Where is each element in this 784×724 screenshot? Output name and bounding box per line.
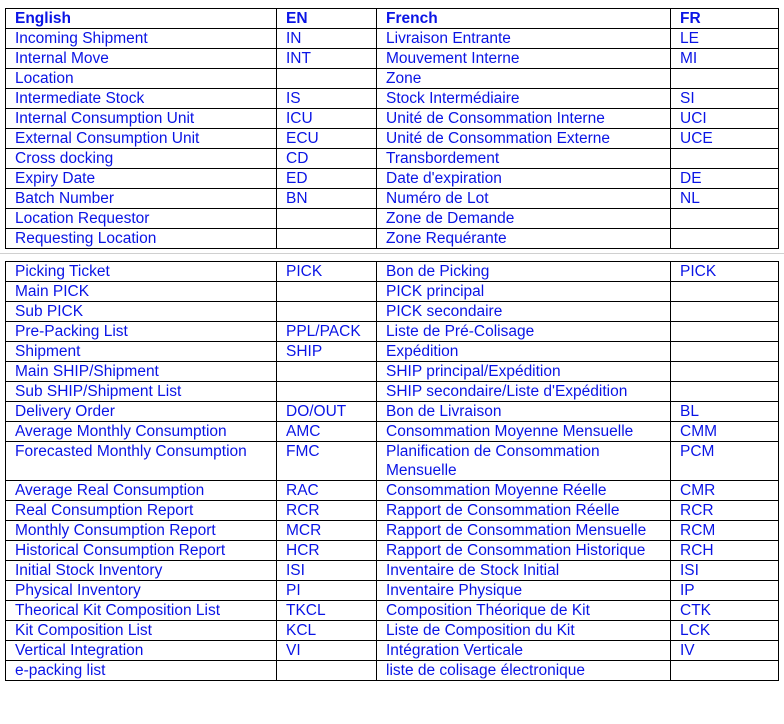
- cell-english: Cross docking: [6, 149, 277, 169]
- cell-fr: [671, 209, 779, 229]
- cell-french: Zone de Demande: [377, 209, 671, 229]
- cell-en: INT: [277, 49, 377, 69]
- cell-fr: CTK: [671, 601, 779, 621]
- cell-fr: PCM: [671, 442, 779, 481]
- cell-english: e-packing list: [6, 661, 277, 681]
- cell-fr: LE: [671, 29, 779, 49]
- cell-en: [277, 282, 377, 302]
- table-row: [6, 442, 779, 481]
- table-row: [6, 149, 779, 169]
- table-separator: [0, 253, 784, 254]
- table-row: [6, 601, 779, 621]
- cell-en: IS: [277, 89, 377, 109]
- cell-english: Main SHIP/Shipment: [6, 362, 277, 382]
- cell-french: Liste de Pré-Colisage: [377, 322, 671, 342]
- table-row: [6, 402, 779, 422]
- cell-en: BN: [277, 189, 377, 209]
- cell-fr: ISI: [671, 561, 779, 581]
- cell-english: Batch Number: [6, 189, 277, 209]
- cell-english: Intermediate Stock: [6, 89, 277, 109]
- cell-fr: [671, 69, 779, 89]
- cell-en: PPL/PACK: [277, 322, 377, 342]
- cell-en: SHIP: [277, 342, 377, 362]
- cell-french: Zone: [377, 69, 671, 89]
- cell-english: Incoming Shipment: [6, 29, 277, 49]
- cell-french: PICK secondaire: [377, 302, 671, 322]
- cell-fr: [671, 229, 779, 249]
- header-fr: FR: [671, 9, 779, 29]
- table-row: [6, 661, 779, 681]
- table-row: [6, 581, 779, 601]
- table-row: [6, 481, 779, 501]
- cell-fr: [671, 342, 779, 362]
- table-row: [6, 641, 779, 661]
- cell-english: Sub PICK: [6, 302, 277, 322]
- cell-en: AMC: [277, 422, 377, 442]
- cell-english: Expiry Date: [6, 169, 277, 189]
- header-row: [6, 9, 779, 29]
- cell-french: Unité de Consommation Interne: [377, 109, 671, 129]
- cell-en: [277, 69, 377, 89]
- cell-english: Pre-Packing List: [6, 322, 277, 342]
- cell-en: ED: [277, 169, 377, 189]
- cell-french: Rapport de Consommation Historique: [377, 541, 671, 561]
- table-row: [6, 229, 779, 249]
- cell-french: Liste de Composition du Kit: [377, 621, 671, 641]
- cell-en: RCR: [277, 501, 377, 521]
- cell-fr: CMM: [671, 422, 779, 442]
- cell-en: ICU: [277, 109, 377, 129]
- table-row: [6, 189, 779, 209]
- cell-en: [277, 229, 377, 249]
- cell-fr: [671, 282, 779, 302]
- cell-french: Planification de Consommation Mensuelle: [377, 442, 671, 481]
- table-row: [6, 541, 779, 561]
- glossary-table-general: [5, 8, 779, 249]
- cell-french: Numéro de Lot: [377, 189, 671, 209]
- cell-french: Stock Intermédiaire: [377, 89, 671, 109]
- cell-en: PI: [277, 581, 377, 601]
- cell-fr: UCE: [671, 129, 779, 149]
- table-row: [6, 422, 779, 442]
- cell-french: Bon de Picking: [377, 262, 671, 282]
- cell-french: Composition Théorique de Kit: [377, 601, 671, 621]
- cell-english: Internal Move: [6, 49, 277, 69]
- cell-fr: BL: [671, 402, 779, 422]
- cell-english: Average Monthly Consumption: [6, 422, 277, 442]
- cell-french: Livraison Entrante: [377, 29, 671, 49]
- table-row: [6, 49, 779, 69]
- cell-en: HCR: [277, 541, 377, 561]
- cell-french: Zone Requérante: [377, 229, 671, 249]
- table-row: [6, 382, 779, 402]
- cell-en: [277, 302, 377, 322]
- cell-fr: UCI: [671, 109, 779, 129]
- cell-english: Physical Inventory: [6, 581, 277, 601]
- cell-french: Inventaire de Stock Initial: [377, 561, 671, 581]
- cell-en: MCR: [277, 521, 377, 541]
- cell-english: Real Consumption Report: [6, 501, 277, 521]
- table-row: [6, 262, 779, 282]
- cell-french: Consommation Moyenne Réelle: [377, 481, 671, 501]
- cell-fr: [671, 661, 779, 681]
- cell-english: Location Requestor: [6, 209, 277, 229]
- table-row: [6, 561, 779, 581]
- cell-french: Inventaire Physique: [377, 581, 671, 601]
- cell-french: liste de colisage électronique: [377, 661, 671, 681]
- cell-fr: [671, 302, 779, 322]
- cell-english: Theorical Kit Composition List: [6, 601, 277, 621]
- table-row: [6, 109, 779, 129]
- cell-fr: RCM: [671, 521, 779, 541]
- table-row: [6, 29, 779, 49]
- cell-fr: RCH: [671, 541, 779, 561]
- cell-en: [277, 661, 377, 681]
- cell-english: Delivery Order: [6, 402, 277, 422]
- cell-french: Consommation Moyenne Mensuelle: [377, 422, 671, 442]
- cell-french: Expédition: [377, 342, 671, 362]
- cell-fr: RCR: [671, 501, 779, 521]
- cell-fr: [671, 149, 779, 169]
- cell-fr: PICK: [671, 262, 779, 282]
- cell-french: Rapport de Consommation Réelle: [377, 501, 671, 521]
- cell-french: Mouvement Interne: [377, 49, 671, 69]
- cell-en: TKCL: [277, 601, 377, 621]
- cell-french: Unité de Consommation Externe: [377, 129, 671, 149]
- cell-fr: [671, 322, 779, 342]
- cell-english: Main PICK: [6, 282, 277, 302]
- cell-french: Transbordement: [377, 149, 671, 169]
- cell-fr: IP: [671, 581, 779, 601]
- table-row: [6, 302, 779, 322]
- cell-english: Vertical Integration: [6, 641, 277, 661]
- cell-english: Historical Consumption Report: [6, 541, 277, 561]
- cell-english: Initial Stock Inventory: [6, 561, 277, 581]
- cell-english: Location: [6, 69, 277, 89]
- cell-en: DO/OUT: [277, 402, 377, 422]
- cell-en: IN: [277, 29, 377, 49]
- cell-fr: [671, 382, 779, 402]
- cell-english: Picking Ticket: [6, 262, 277, 282]
- table-row: [6, 621, 779, 641]
- cell-en: ECU: [277, 129, 377, 149]
- header-french: French: [377, 9, 671, 29]
- table-row: [6, 69, 779, 89]
- cell-french: Intégration Verticale: [377, 641, 671, 661]
- cell-en: ISI: [277, 561, 377, 581]
- cell-fr: LCK: [671, 621, 779, 641]
- cell-french: PICK principal: [377, 282, 671, 302]
- cell-english: Requesting Location: [6, 229, 277, 249]
- cell-fr: NL: [671, 189, 779, 209]
- cell-en: [277, 209, 377, 229]
- cell-english: Shipment: [6, 342, 277, 362]
- cell-french: SHIP secondaire/Liste d'Expédition: [377, 382, 671, 402]
- table-row: [6, 282, 779, 302]
- cell-en: [277, 362, 377, 382]
- cell-english: Sub SHIP/Shipment List: [6, 382, 277, 402]
- cell-english: Kit Composition List: [6, 621, 277, 641]
- cell-fr: SI: [671, 89, 779, 109]
- table-row: [6, 362, 779, 382]
- cell-french: Date d'expiration: [377, 169, 671, 189]
- header-english: English: [6, 9, 277, 29]
- cell-en: [277, 382, 377, 402]
- glossary-table-operations: [5, 261, 779, 681]
- header-en: EN: [277, 9, 377, 29]
- cell-french: Rapport de Consommation Mensuelle: [377, 521, 671, 541]
- cell-en: VI: [277, 641, 377, 661]
- table-row: [6, 169, 779, 189]
- cell-en: FMC: [277, 442, 377, 481]
- cell-fr: IV: [671, 641, 779, 661]
- cell-french: Bon de Livraison: [377, 402, 671, 422]
- table-row: [6, 209, 779, 229]
- cell-english: Forecasted Monthly Consumption: [6, 442, 277, 481]
- table-row: [6, 89, 779, 109]
- cell-fr: DE: [671, 169, 779, 189]
- table-row: [6, 322, 779, 342]
- cell-english: Monthly Consumption Report: [6, 521, 277, 541]
- cell-en: RAC: [277, 481, 377, 501]
- cell-fr: [671, 362, 779, 382]
- cell-english: External Consumption Unit: [6, 129, 277, 149]
- cell-en: PICK: [277, 262, 377, 282]
- cell-fr: MI: [671, 49, 779, 69]
- table-row: [6, 129, 779, 149]
- cell-en: CD: [277, 149, 377, 169]
- cell-english: Internal Consumption Unit: [6, 109, 277, 129]
- table-row: [6, 521, 779, 541]
- cell-english: Average Real Consumption: [6, 481, 277, 501]
- table-row: [6, 501, 779, 521]
- cell-fr: CMR: [671, 481, 779, 501]
- table-row: [6, 342, 779, 362]
- cell-french: SHIP principal/Expédition: [377, 362, 671, 382]
- cell-en: KCL: [277, 621, 377, 641]
